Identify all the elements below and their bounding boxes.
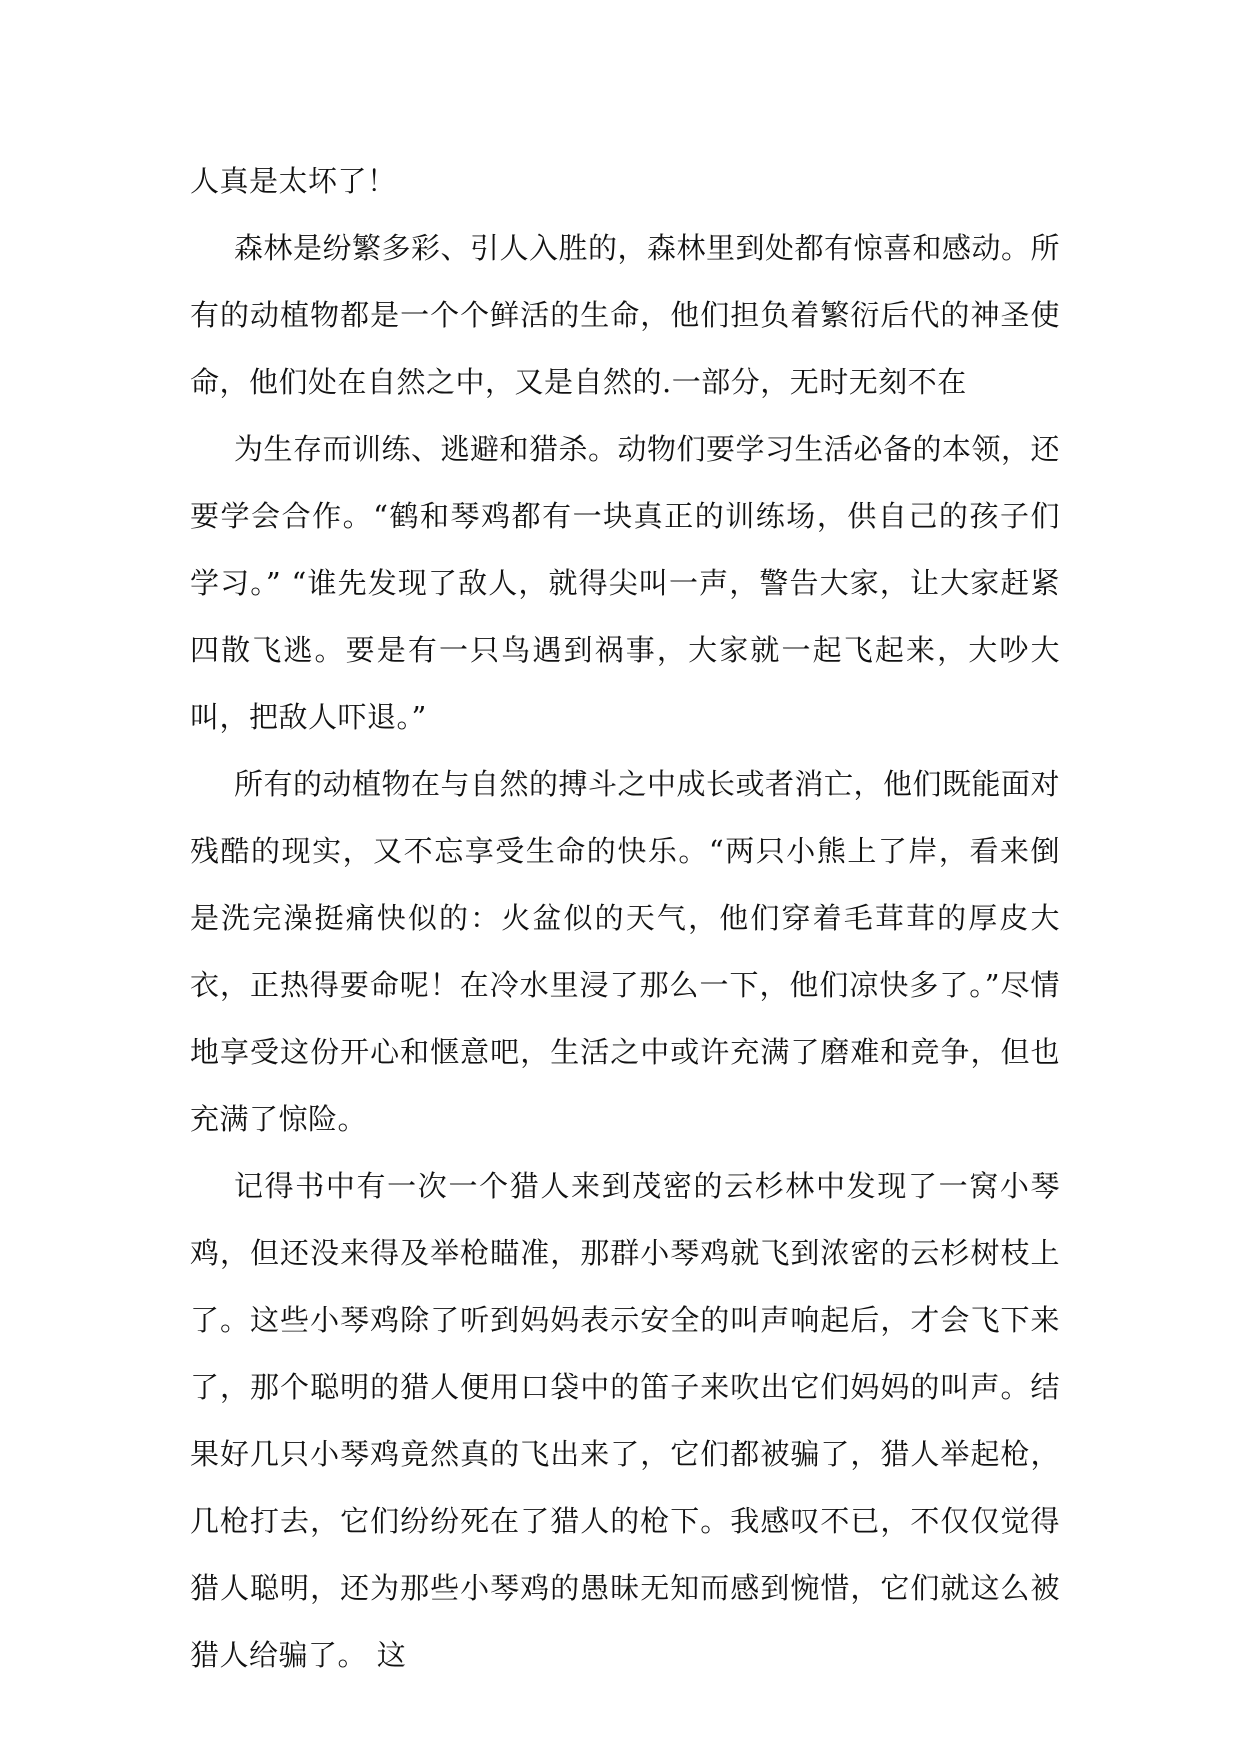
paragraph-continuation: 人真是太坏了！ bbox=[190, 164, 397, 198]
paragraph-joy: 所有的动植物在与自然的搏斗之中成长或者消亡，他们既能面对残酷的现实，又不忘享受生命的快乐。“两只小熊上了岸，看来倒是洗完澡挺痛快似的：火盆似的天气，他们穿着毛茸茸的厚皮大衣，正热得要命呢！在冷水里浸了那么一下，他们凉快多了。”尽情地享受这份开心和惬意吧，生活之中或许充满了磨难和竞争，但也充满了惊险。 bbox=[190, 767, 1061, 1136]
paragraph-forest: 森林是纷繁多彩、引人入胜的，森林里到处都有惊喜和感动。所有的动植物都是一个个鲜活的生命，他们担负着繁衍后代的神圣使命，他们处在自然之中，又是自然的.一部分，无时无刻不在 bbox=[190, 231, 1061, 399]
paragraph-survival: 为生存而训练、逃避和猎杀。动物们要学习生活必备的本领，还要学会合作。“鹤和琴鸡都有一块真正的训练场，供自己的孩子们学习。” “谁先发现了敌人，就得尖叫一声，警告大家，让大家赶紧四散飞逃。要是有一只鸟遇到祸事，大家就一起飞起来，大吵大叫，把敌人吓退。” bbox=[190, 432, 1061, 734]
paragraph-hunter: 记得书中有一次一个猎人来到茂密的云杉林中发现了一窝小琴鸡，但还没来得及举枪瞄准，那群小琴鸡就飞到浓密的云杉树枝上了。这些小琴鸡除了听到妈妈表示安全的叫声响起后，才会飞下来了，那个聪明的猎人便用口袋中的笛子来吹出它们妈妈的叫声。结果好几只小琴鸡竟然真的飞出来了，它们都被骗了，猎人举起枪，几枪打去，它们纷纷死在了猎人的枪下。我感叹不已，不仅仅觉得猎人聪明，还为那些小琴鸡的愚昧无知而感到惋惜，它们就这么被猎人给骗了。 这 bbox=[190, 1169, 1060, 1672]
body-text bbox=[190, 148, 1060, 1689]
